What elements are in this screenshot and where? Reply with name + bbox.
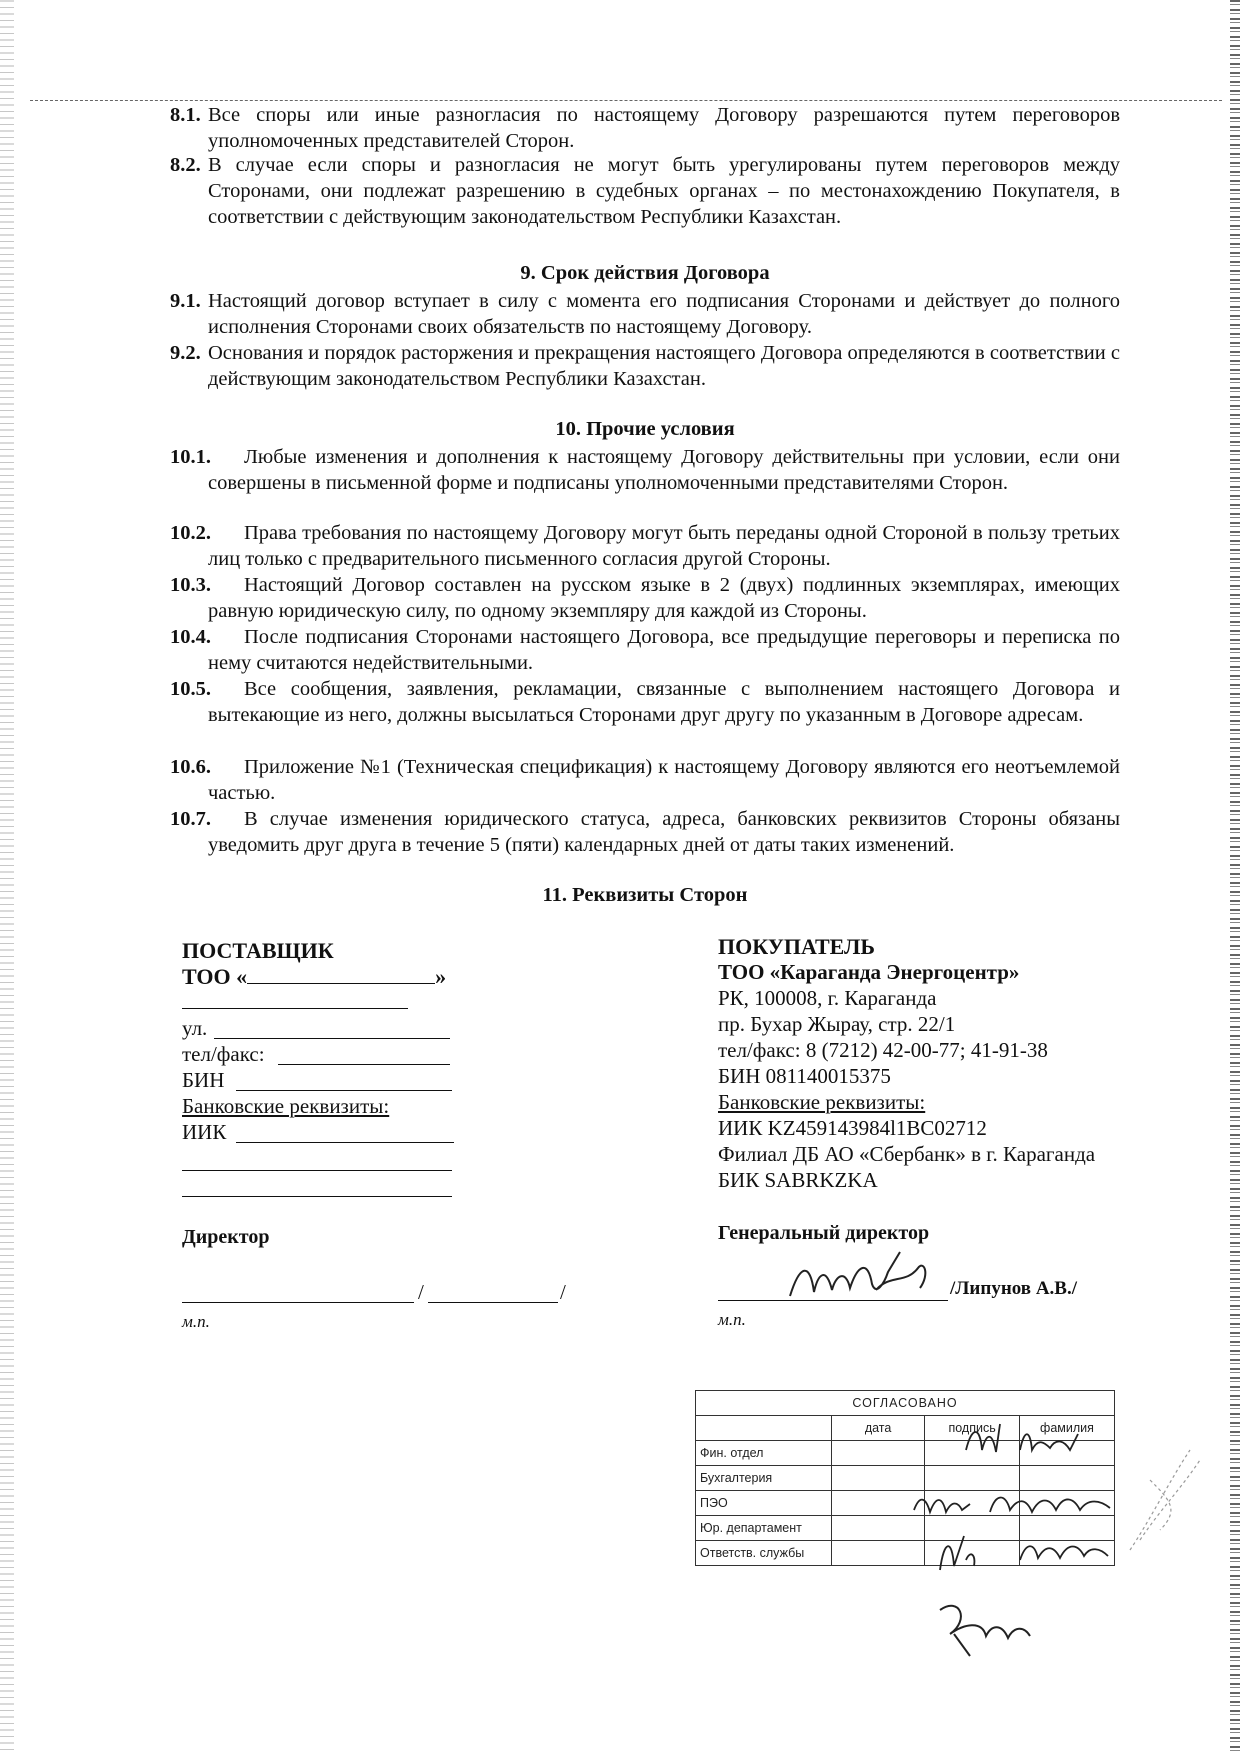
clause-text: Настоящий договор вступает в силу с момента его подписания Сторонами и действует до полного исполнения Сторонами своих обязательств по настоящему Договору. [208,290,1120,338]
supplier-bin-label: БИН [182,1068,225,1092]
buyer-position: Генеральный директор [718,1222,930,1244]
scan-edge-right [1230,0,1240,1754]
clause-text: Настоящий Договор составлен на русском языке в 2 (двух) подлинных экземплярах, имеющих равную юридическую силу, по одному экземпляру для каждой из Стороны. [208,574,1120,622]
buyer-phone: тел/факс: 8 (7212) 42-00-77; 41-91-38 [718,1038,1048,1062]
buyer-bank-label: Банковские реквизиты: [718,1090,926,1114]
clause-10-7 [170,806,1120,858]
approval-row-label: Юр. департамент [696,1516,832,1541]
supplier-seal-label: м.п. [182,1312,210,1331]
supplier-position: Директор [182,1226,270,1248]
section-11-title: 11. Реквизиты Сторон [542,884,748,906]
clause-number: 9.1. [170,290,201,312]
supplier-company [182,964,446,990]
supplier-iik-blank [236,1142,454,1143]
clause-8-1 [170,102,1120,154]
clause-number: 10.5. [170,678,211,700]
buyer-title: ПОКУПАТЕЛЬ [718,934,875,959]
supplier-street-blank [214,1038,450,1039]
approval-signature-peo [910,1484,1120,1524]
approval-row-label: ПЭО [696,1491,832,1516]
clause-9-2 [170,340,1120,392]
buyer-branch: Филиал ДБ АО «Сбербанк» в г. Караганда [718,1142,1096,1166]
supplier-company-suffix: » [435,964,447,989]
approval-signature-fin [960,1420,1110,1460]
supplier-name-blank [428,1302,558,1303]
supplier-company-prefix: ТОО « [182,964,248,989]
clause-text: Все споры или иные разногласия по настоящему Договору разрешаются путем переговоров уполномоченных представителей Сторон. [208,104,1120,152]
supplier-bank-label: Банковские реквизиты: [182,1094,390,1118]
buyer-signer: /Липунов А.В./ [950,1278,1077,1299]
buyer-company: ТОО «Караганда Энергоцентр» [718,960,1020,984]
clause-8-2 [170,152,1120,230]
clause-number: 10.2. [170,522,211,544]
clause-10-6 [170,754,1120,806]
supplier-title: ПОСТАВЩИК [182,938,334,963]
clause-text: После подписания Сторонами настоящего Договора, все предыдущие переговоры и переписка по нему считаются недействительными. [208,626,1120,674]
clause-text: Права требования по настоящему Договору могут быть переданы одной Стороной в пользу третьих лиц только с предварительного письменного согласия другой Стороны. [208,522,1120,570]
supplier-blank-line [182,1008,408,1009]
fold-line [30,100,1222,101]
clause-10-2 [170,520,1120,572]
clause-number: 9.2. [170,342,201,364]
clause-text: В случае если споры и разногласия не могут быть урегулированы путем переговоров между Сторонами, они подлежат разрешению в судебных органах – по местонахождению Покупателя, в соответствии с действующим законодательством Республики Казахстан. [208,154,1120,228]
buyer-bik: БИК SABRKZKA [718,1168,878,1192]
supplier-phone-label: тел/факс: [182,1042,265,1066]
approval-signature-bottom [930,1590,1040,1660]
buyer-bin: БИН 081140015375 [718,1064,891,1088]
section-9-title: 9. Срок действия Договора [520,262,770,284]
supplier-sign-blank [182,1302,414,1303]
approval-heading: СОГЛАСОВАНО [696,1391,1115,1416]
approval-col-signature: подпись [925,1416,1020,1441]
clause-10-5 [170,676,1120,728]
clause-number: 10.3. [170,574,211,596]
section-10-title: 10. Прочие условия [555,418,735,440]
clause-number: 10.7. [170,808,211,830]
supplier-iik-label: ИИК [182,1120,227,1144]
buyer-address-1: РК, 100008, г. Караганда [718,986,937,1010]
supplier-phone-blank [278,1064,450,1065]
buyer-iik: ИИК KZ459143984l1BC02712 [718,1116,987,1140]
clause-10-1 [170,444,1120,496]
approval-signature-service [930,1530,1120,1578]
clause-number: 10.1. [170,446,211,468]
supplier-extra-blank-2 [182,1196,452,1197]
clause-text: Любые изменения и дополнения к настоящему Договору действительны при условии, если они совершены в письменной форме и подписаны уполномоченными представителями Сторон. [208,446,1120,494]
faint-stamp-mark [1120,1440,1210,1560]
approval-col-surname: фамилия [1019,1416,1114,1441]
clause-number: 10.6. [170,756,211,778]
clause-10-4 [170,624,1120,676]
supplier-extra-blank-1 [182,1170,452,1171]
buyer-seal-label: м.п. [718,1310,746,1329]
approval-row-label: Бухгалтерия [696,1466,832,1491]
clause-text: В случае изменения юридического статуса, адреса, банковских реквизитов Стороны обязаны уведомить друг друга в течение 5 (пяти) календарных дней от даты таких изменений. [208,808,1120,856]
approval-row-label: Ответств. службы [696,1541,832,1566]
clause-9-1 [170,288,1120,340]
director-signature [780,1244,980,1314]
supplier-sign-sep-2: / [560,1280,566,1304]
clause-text: Приложение №1 (Техническая спецификация) к настоящему Договору являются его неотъемлемой частью. [208,756,1120,804]
approval-corner-cell [696,1416,832,1441]
clause-number: 8.2. [170,154,201,176]
supplier-sign-sep-1: / [418,1280,424,1304]
clause-text: Основания и порядок расторжения и прекращения настоящего Договора определяются в соответствии с действующим законодательством Республики Казахстан. [208,342,1120,390]
approval-col-date: дата [831,1416,924,1441]
scan-edge-left [0,0,14,1754]
supplier-company-blank [247,965,435,984]
clause-10-3 [170,572,1120,624]
clause-number: 8.1. [170,104,201,126]
supplier-street-label: ул. [182,1016,208,1040]
supplier-bin-blank [236,1090,452,1091]
clause-number: 10.4. [170,626,211,648]
approval-row-label: Фин. отдел [696,1441,832,1466]
clause-text: Все сообщения, заявления, рекламации, связанные с выполнением настоящего Договора и вытекающие из него, должны высылаться Сторонами друг другу по указанным в Договоре адресам. [208,678,1120,726]
buyer-address-2: пр. Бухар Жырау, стр. 22/1 [718,1012,956,1036]
